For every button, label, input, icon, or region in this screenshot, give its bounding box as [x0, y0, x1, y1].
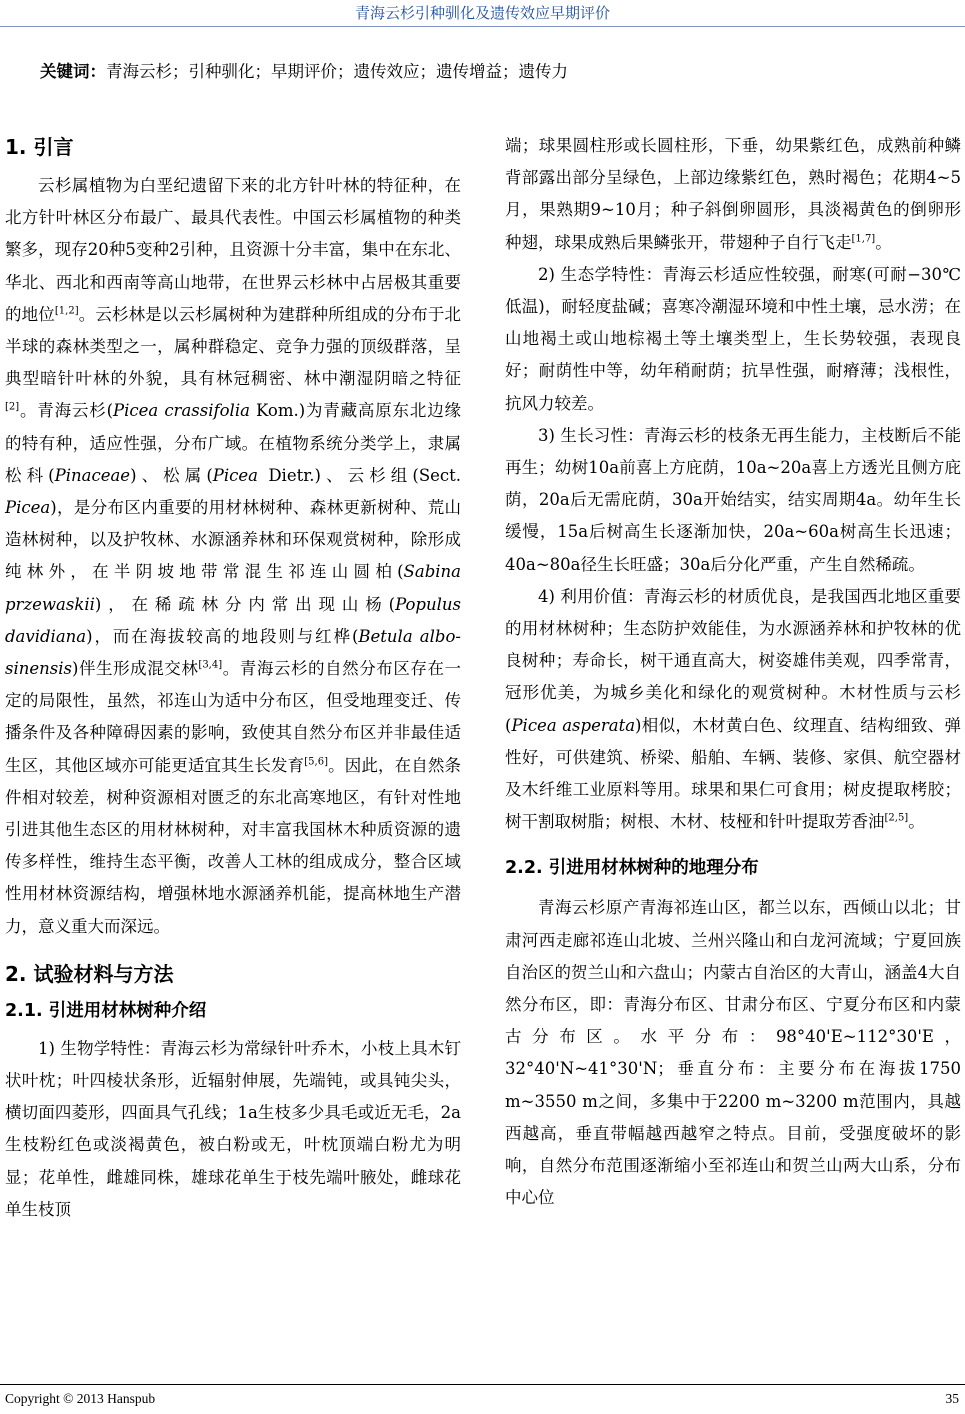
- keywords-line: [40, 60, 568, 84]
- section-1-heading: 1. 引言: [5, 135, 74, 159]
- left-column: [5, 130, 461, 1226]
- section-2-heading: 2. 试验材料与方法: [5, 961, 174, 986]
- intro-paragraph: 云杉属植物为白垩纪遗留下来的北方针叶林的特征种，在北方针叶林区分布最广、最具代表性。中国云杉属植物的种类繁多，现存20种5变种2引种，且资源十分丰富，集中在东北、华北、西北和西南等高山地带，在世界云杉林中占居极其重要的地位[1,2]。云杉林是以云杉属树种为建群种所组成的分布于北半球的森林类型之一，属种群稳定、竞争力强的顶级群落，呈典型暗针叶林的外貌，具有林冠稠密、林中潮湿阴暗之特征[2]。青海云杉(Picea crassifolia Kom.)为青藏高原东北边缘的特有种，适应性强，分布广域。在植物系统分类学上，隶属松科(Pinaceae)、松属(Picea Dietr.)、云杉组(Sect. Picea)，是分布区内重要的用材林树种、森林更新树种、荒山造林树种，以及护牧林、水源涵养林和环保观赏树种，除形成纯林外，在半阴坡地带常混生祁连山圆柏(Sabina przewaskii)，在稀疏林分内常出现山杨(Populus davidiana)，而在海拔较高的地段则与红桦(Betula albo-sinensis)伴生形成混交林[3,4]。青海云杉的自然分布区存在一定的局限性，虽然，祁连山为适中分布区，但受地理变迁、传播条件及各种障碍因素的影响，致使其自然分布区并非最佳适生区，其他区域亦可能更适宜其生长发育[5,6]。因此，在自然条件相对较差，树种资源相对匮乏的东北高寒地区，有针对性地引进其他生态区的用材林树种，对丰富我国林木种质资源的遗传多样性，维持生态平衡，改善人工林的组成成分，整合区域性用材林资源结构，增强林地水源涵养机能，提高林地生产潜力，意义重大而深远。: [5, 176, 462, 936]
- species-name: Pinaceae: [54, 465, 131, 485]
- species-name: Picea: [212, 465, 258, 485]
- section-2-2-heading: 2.2. 引进用材林树种的地理分布: [505, 858, 759, 879]
- biology-paragraph: 1) 生物学特性：青海云杉为常绿针叶乔木，小枝上具木钉状叶枕；叶四棱状条形，近辐射伸展，先端钝，或具钝尖头，横切面四菱形，四面具气孔线；1a生枝多少具毛或近无毛，2a生枝粉红色或淡褐黄色，被白粉或无，叶枕顶端白粉尤为明显；花单性，雌雄同株，雄球花单生于枝先端叶腋处，雌球花单生枝顶: [5, 1038, 461, 1219]
- growth-paragraph: 3) 生长习性：青海云杉的枝条无再生能力，主枝断后不能再生；幼树10a前喜上方庇荫，10a~20a喜上方透光且侧方庇荫，20a后无需庇荫，30a开始结实，结实周期4a。幼年生长缓慢，15a后树高生长逐渐加快，20a~60a树高生长迅速；40a~80a径生长旺盛；30a后分化严重，产生自然稀疏。: [505, 425, 961, 574]
- species-name: Betula albo-sinensis: [5, 626, 461, 679]
- species-name: Picea: [5, 498, 51, 518]
- citation: [3,4]: [198, 659, 223, 671]
- biology-paragraph-continued: 端；球果圆柱形或长圆柱形，下垂，幼果紫红色，成熟前种鳞背部露出部分呈绿色，上部边缘紫红色，熟时褐色；花期4~5月，果熟期9~10月；种子斜倒卵圆形，具淡褐黄色的倒卵形种翅，球果成熟后果鳞张开，带翅种子自行飞走[1,7]。: [505, 136, 961, 252]
- utilization-paragraph: 4) 利用价值：青海云杉的材质优良，是我国西北地区重要的用材林树种；生态防护效能佳，为水源涵养林和护牧林的优良树种；寿命长，树干通直高大，树姿雄伟美观，四季常青，冠形优美，为城乡美化和绿化的观赏树种。木材性质与云杉(Picea asperata)相似，木材黄白色、纹理直、结构细致、弹性好，可供建筑、桥梁、船舶、车辆、装修、家俱、航空器材及木纤维工业原料等用。球果和果仁可食用；树皮提取栲胶；树干割取树脂；树根、木材、枝桠和针叶提取芳香油[2,5]。: [505, 586, 961, 832]
- section-2-1-heading: 2.1. 引进用材林树种介绍: [5, 1000, 207, 1021]
- keywords-text: 青海云杉；引种驯化；早期评价；遗传效应；遗传增益；遗传力: [106, 62, 568, 81]
- right-column: [505, 130, 961, 1215]
- footer-divider: [0, 1384, 965, 1385]
- citation: [2]: [5, 401, 20, 413]
- copyright-notice: Copyright © 2013 Hanspub: [5, 1391, 156, 1406]
- species-name: Populus davidiana: [5, 594, 461, 646]
- citation: [5,6]: [304, 756, 328, 768]
- citation: [1,2]: [54, 305, 79, 317]
- ecology-paragraph: 2) 生态学特性：青海云杉适应性较强，耐寒(可耐−30℃低温)，耐轻度盐碱；喜寒冷潮湿环境和中性土壤，忌水涝；在山地褐土或山地棕褐土等土壤类型上，生长势较强，表现良好；耐荫性中等，幼年稍耐荫；抗旱性强，耐瘠薄；浅根性，抗风力较差。: [505, 264, 961, 413]
- page-number: 35: [945, 1391, 959, 1406]
- citation: [2,5]: [884, 812, 909, 824]
- running-header: 青海云杉引种驯化及遗传效应早期评价: [354, 4, 610, 22]
- header-divider: [0, 26, 965, 27]
- species-name: Picea asperata: [511, 715, 636, 735]
- keywords-label: 关键词：: [40, 62, 106, 81]
- citation: [1,7]: [851, 233, 876, 245]
- species-name: Sabina przewaskii: [5, 562, 461, 614]
- species-name: Picea crassifolia: [113, 401, 250, 421]
- distribution-paragraph: 青海云杉原产青海祁连山区，都兰以东，西倾山以北；甘肃河西走廊祁连山北坡、兰州兴隆山和白龙河流域；宁夏回族自治区的贺兰山和六盘山；内蒙古自治区的大青山，涵盖4大自然分布区，即：青海分布区、甘肃分布区、宁夏分布区和内蒙古分布区。水平分布：98°40'E~112°30'E，32°40'N~41°30'N；垂直分布：主要分布在海拔1750 m~3550 m之间，多集中于2200 m~3200 m范围内，具越西越高，垂直带幅越西越窄之特点。目前，受强度破坏的影响，自然分布范围逐渐缩小至祁连山和贺兰山两大山系，分布中心位: [505, 898, 961, 1208]
